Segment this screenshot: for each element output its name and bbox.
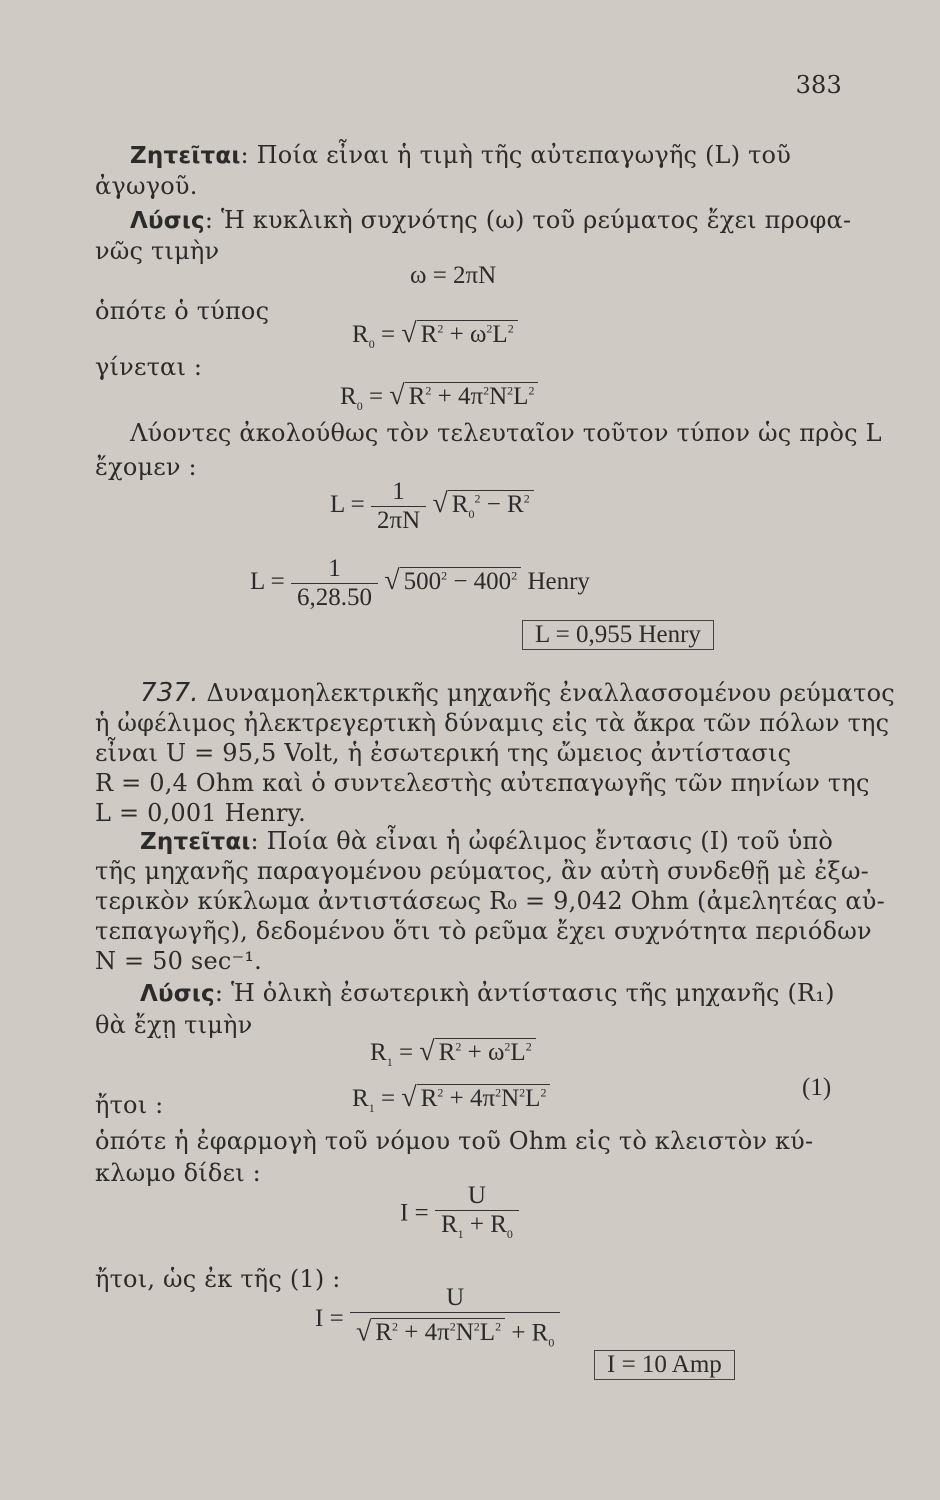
- exomen-text: ἔχομεν :: [95, 453, 197, 481]
- problem-737-line-2: ἡ ὠφέλιμος ἠλεκτρεγερτικὴ δύναμις εἰς τὰ ἄκρα τῶν πόλων της: [95, 709, 890, 737]
- problem-737-line-10: N = 50 sec⁻¹.: [95, 947, 263, 975]
- problem-737-line-5: L = 0,001 Henry.: [95, 799, 306, 827]
- problem-737-question: Ζητεῖται: Ποία θὰ εἶναι ἡ ὠφέλιμος ἔντασις (I) τοῦ ὑπὸ: [140, 827, 834, 855]
- equation-I-full: I = $\frac{U}{√ R^2 + 4\pi^2N^2L^2 + R_0}$: [315, 1284, 560, 1356]
- lyontes-text: Λύοντες ἀκολούθως τὸν τελευταῖον τοῦτον τύπον ὡς πρὸς L: [130, 419, 882, 447]
- equation-R1: $R_1$ = √ $R^2 + \omega^2L^2$: [370, 1036, 536, 1070]
- question-text: : Ποία εἶναι ἡ τιμὴ τῆς αὐτεπαγωγῆς (L) τοῦ: [240, 141, 791, 169]
- equation-R1-expanded: $R_1$ = √ $R^2 + 4\pi^2N^2L^2$: [352, 1082, 550, 1116]
- unit-henry: Henry: [527, 568, 590, 596]
- result-I-box: I = 10 Amp: [594, 1350, 735, 1380]
- itoi-text: ἤτοι :: [95, 1091, 164, 1119]
- question-continuation: ἀγωγοῦ.: [95, 172, 198, 200]
- solution-continuation: νῶς τιμὴν: [95, 237, 220, 265]
- problem-statement-line: [130, 140, 791, 171]
- problem-number: 737.: [140, 678, 199, 708]
- problem-737-line-8: τερικὸν κύκλωμα ἀντιστάσεως R₀ = 9,042 Ohm (ἀμελητέας αὐ-: [95, 887, 885, 915]
- result-L-box: L = 0,955 Henry: [522, 620, 714, 650]
- problem-737-line-9: τεπαγωγῆς), δεδομένου ὅτι τὸ ρεῦμα ἔχει συχνότητα περιόδων: [95, 917, 872, 945]
- zitеitai-heading-2: Ζητεῖται: [140, 829, 251, 855]
- problem-737-line-7: τῆς μηχανῆς παραγομένου ρεύματος, ἂν αὐτὴ συνδεθῇ μὲ ἐξω-: [95, 857, 869, 885]
- problem-737-line-1: 737. Δυναμοηλεκτρικῆς μηχανῆς ἐναλλασσομένου ρεύματος: [140, 678, 895, 708]
- problem-737-line-12: θὰ ἔχῃ τιμὴν: [95, 1011, 253, 1039]
- zitеitai-heading: Ζητεῖται: [130, 143, 241, 169]
- problem-737-line-3: εἶναι U = 95,5 Volt, ἡ ἐσωτερική της ὤμειος ἀντίστασις: [95, 739, 792, 767]
- equation-impedance-expanded: $R_0$ = √ $R^2 + 4\pi^2N^2L^2$: [340, 380, 538, 414]
- itoi-ek-text: ἤτοι, ὡς ἐκ τῆς (1) :: [95, 1265, 341, 1293]
- geinetai-text: γίνεται :: [95, 353, 203, 381]
- equation-L-formula: L = $\frac{1}{2\pi N}$ √ $R_0^2 - R^2$: [330, 478, 534, 535]
- lysis-heading-2: Λύσις: [140, 981, 215, 1007]
- page-number: 383: [795, 71, 842, 99]
- opote-text: ὁπότε ὁ τύπος: [95, 297, 270, 325]
- equation-L-numeric: L = $\frac{1}{6,28.50}$ √ $500^2 - 400^2$ Henry: [250, 555, 590, 611]
- equation-omega: ω = 2πN: [410, 262, 497, 289]
- lysis-heading: Λύσις: [130, 208, 205, 234]
- opote-ohm-text: ὁπότε ἡ ἐφαρμογὴ τοῦ νόμου τοῦ Ohm εἰς τὸ κλειστὸν κύ-: [95, 1127, 814, 1155]
- solution-line: [130, 205, 851, 236]
- equation-label-1: (1): [802, 1074, 832, 1101]
- equation-I-ohm: I = $\frac{U}{R_1 + R_0}$: [400, 1182, 519, 1248]
- problem-737-solution: Λύσις: Ἡ ὁλικὴ ἐσωτερικὴ ἀντίστασις τῆς μηχανῆς (R₁): [140, 979, 835, 1007]
- equation-impedance: $R_0$ = √ $R^2 + \omega^2L^2$: [352, 318, 518, 352]
- klomo-text: κλωμο δίδει :: [95, 1159, 261, 1187]
- problem-737-line-4: R = 0,4 Ohm καὶ ὁ συντελεστὴς αὐτεπαγωγῆς τῶν πηνίων της: [95, 769, 870, 797]
- solution-text: : Ἡ κυκλικὴ συχνότης (ω) τοῦ ρεύματος ἔχει προφα-: [204, 206, 852, 234]
